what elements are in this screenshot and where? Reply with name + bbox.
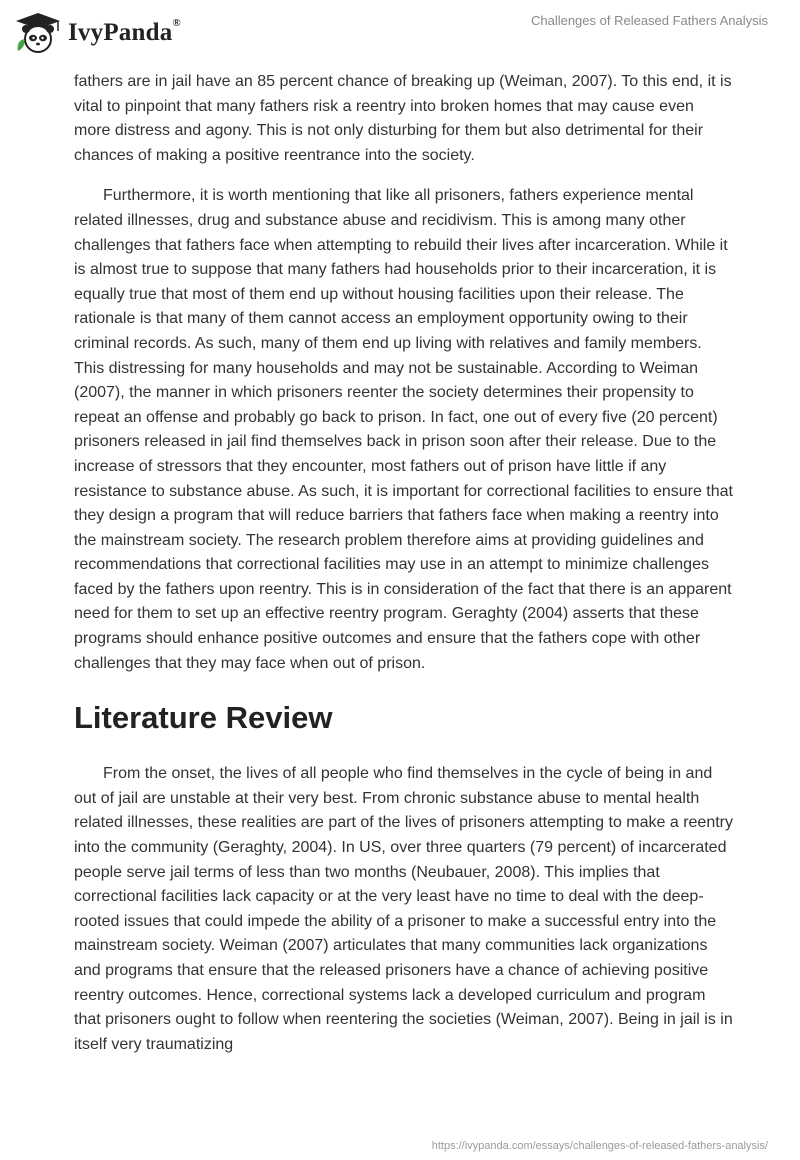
essay-content [74, 70, 734, 1057]
section-heading-literature-review: Literature Review [74, 700, 333, 736]
ivypanda-logo[interactable] [14, 10, 181, 56]
paragraph-recidivism: Furthermore, it is worth mentioning that like all prisoners, fathers experience mental related illnesses, drug and substance abuse and recidivism. This is among many other challenges that fathers face when attempting to rebuild their lives after incarceration. While it is almost true to suppose that many fathers had households prior to their incarceration, it is equally true that most of them end up without housing facilities upon their release. The rationale is that many of them cannot access an employment opportunity owing to their criminal records. As such, many of them end up living with relatives and family members. This distressing for many households and may not be sustainable. According to Weiman (2007), the manner in which prisoners reenter the society determines their propensity to repeat an offense and probably go back to prison. In fact, one out of every five (20 percent) prisoners released in jail find themselves back in prison soon after their release. Due to the increase of stressors that they encounter, most fathers out of prison have little if any resistance to substance abuse. As such, it is important for correctional facilities to ensure that they design a program that will reduce barriers that fathers face when making a reentry into the mainstream society. The research problem therefore aims at providing guidelines and recommendations that correctional facilities may use in an attempt to minimize challenges faced by the fathers upon reentry. This is in consideration of the fact that there is an apparent need for them to set up an effective reentry program. Geraghty (2004) asserts that these programs should enhance positive outcomes and ensure that the fathers cope with other challenges that they may face when out of prison. [74, 187, 733, 672]
document-title: Challenges of Released Fathers Analysis [530, 13, 768, 28]
panda-graduate-icon [14, 11, 62, 55]
paragraph-literature-review: From the onset, the lives of all people who find themselves in the cycle of being in and out of jail are unstable at their very best. From chronic substance abuse to mental health related illnesses, these realities are part of the lives of prisoners attempting to make a reentry into the community (Geraghty, 2004). In US, over three quarters (79 percent) of incarcerated people serve jail terms of less than two months (Neubauer, 2008). This implies that correctional facilities lack capacity or at the very least have no time to deal with the deep-rooted issues that could impede the ability of a prisoner to make a successful entry into the mainstream society. Weiman (2007) articulates that many communities lack organizations and programs that ensure that the released prisoners have a chance of achieving positive reentry outcomes. Hence, correctional systems lack a developed curriculum and program that prisoners ought to follow when reentering the societies (Weiman, 2007). Being in jail is in itself very traumatizing [74, 765, 733, 1053]
paragraph-continued: fathers are in jail have an 85 percent chance of breaking up (Weiman, 2007). To this end, it is vital to pinpoint that many fathers risk a reentry into broken homes that may cause even more distress and agony. This is not only disturbing for them but also detrimental for their chances of making a positive reentrance into the society. [74, 73, 732, 164]
page-header [0, 0, 800, 66]
source-url[interactable]: https://ivypanda.com/essays/challenges-of-released-fathers-analysis/ [431, 1140, 768, 1152]
logo-wordmark: IvyPanda® [68, 17, 181, 46]
